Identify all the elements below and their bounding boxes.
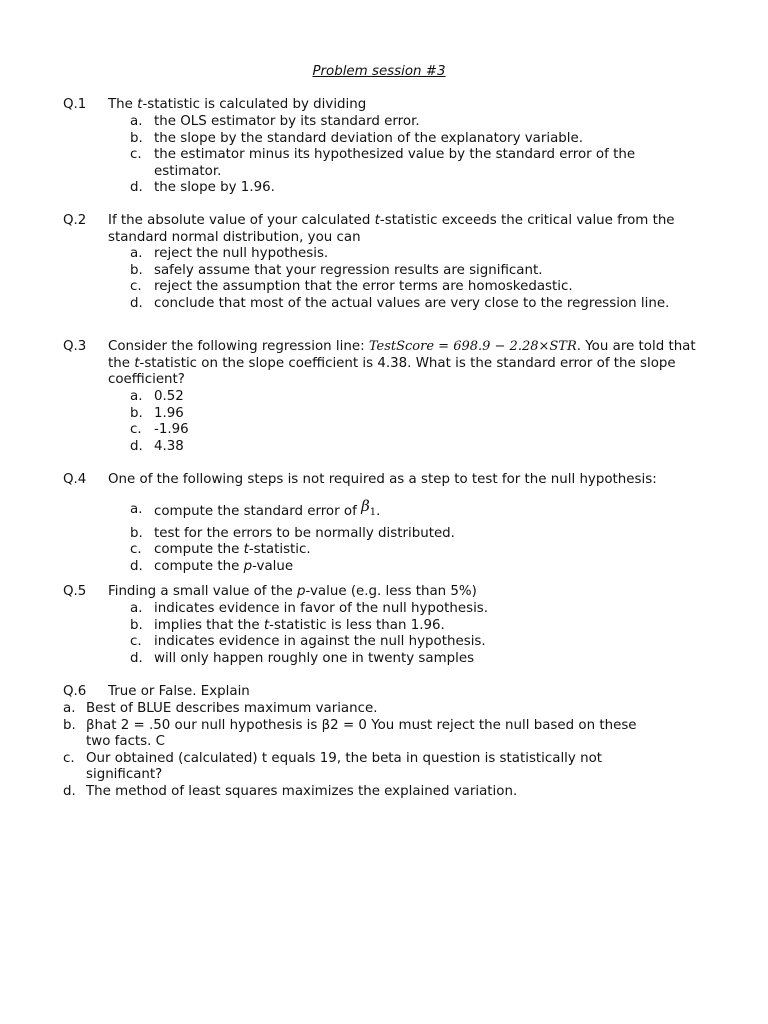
- beta-1-symbol: $\beta_1$: [361, 497, 377, 518]
- option-a: a. compute the standard error of $\beta_1$.: [130, 497, 381, 519]
- question-stem: If the absolute value of your calculated t-statistic exceeds the critical value from the standard normal distribution, you can: [108, 213, 675, 245]
- option-c: c. reject the assumption that the error terms are homoskedastic.: [130, 279, 573, 295]
- option-b: b. implies that the t-statistic is less than 1.96.: [130, 617, 445, 633]
- answer-options: [63, 701, 663, 801]
- option-c: c. Our obtained (calculated) t equals 19, the beta in question is statistically not significant?: [63, 750, 603, 783]
- option-d: d. conclude that most of the actual values are very close to the regression line.: [130, 295, 670, 311]
- option-d: d. compute the p-value: [130, 558, 294, 574]
- question-number: Q.1: [63, 97, 87, 112]
- option-b: b. 1.96: [130, 405, 184, 421]
- option-a: a. the OLS estimator by its standard error.: [130, 114, 420, 129]
- option-a: a. indicates evidence in favor of the null hypothesis.: [130, 601, 489, 616]
- option-b: b. βhat 2 = .50 our null hypothesis is β2 = 0 You must reject the null based on these two facts. C: [63, 717, 637, 750]
- option-c: c. -1.96: [130, 422, 189, 438]
- option-d: d. 4.38: [130, 438, 184, 454]
- regression-equation: TestScore = 698.9 − 2.28×STR: [368, 339, 577, 354]
- answer-options: [130, 246, 700, 312]
- answer-options: [130, 114, 700, 197]
- option-c: c. the estimator minus its hypothesized value by the standard error of the estimator.: [130, 147, 636, 179]
- question-stem: Consider the following regression line: TestScore = 698.9 − 2.28×STR. You are told that the t-statistic on the slope coefficient is 4.38. What is the standard error of the slope coefficient?: [108, 339, 696, 388]
- question-stem: Finding a small value of the p-value (e.g. less than 5%): [108, 584, 477, 599]
- answer-options: [130, 497, 700, 575]
- option-a: a. 0.52: [130, 389, 184, 404]
- answer-options: [130, 601, 700, 667]
- option-c: c. indicates evidence in against the null hypothesis.: [130, 634, 486, 650]
- question-stem: True or False. Explain: [108, 684, 250, 699]
- option-b: b. test for the errors to be normally distributed.: [130, 525, 455, 541]
- question-number: Q.3: [63, 339, 87, 354]
- option-c: c. compute the t-statistic.: [130, 542, 311, 558]
- question-number: Q.6: [63, 684, 87, 699]
- option-a: a. reject the null hypothesis.: [130, 246, 329, 261]
- option-b: b. the slope by the standard deviation of the explanatory variable.: [130, 130, 584, 146]
- option-d: d. the slope by 1.96.: [130, 180, 275, 196]
- option-b: b. safely assume that your regression results are significant.: [130, 262, 543, 278]
- question-number: Q.5: [63, 584, 87, 599]
- question-stem: The t-statistic is calculated by dividing: [108, 97, 367, 112]
- option-a: a. Best of BLUE describes maximum variance.: [63, 701, 378, 716]
- question-number: Q.2: [63, 213, 87, 228]
- option-d: d. will only happen roughly one in twenty samples: [130, 650, 475, 666]
- answer-options: [130, 389, 700, 455]
- page-title: Problem session #3: [312, 64, 446, 79]
- question-number: Q.4: [63, 472, 87, 487]
- question-stem: One of the following steps is not required as a step to test for the null hypothesis:: [108, 472, 657, 487]
- option-d: d. The method of least squares maximizes the explained variation.: [63, 783, 518, 799]
